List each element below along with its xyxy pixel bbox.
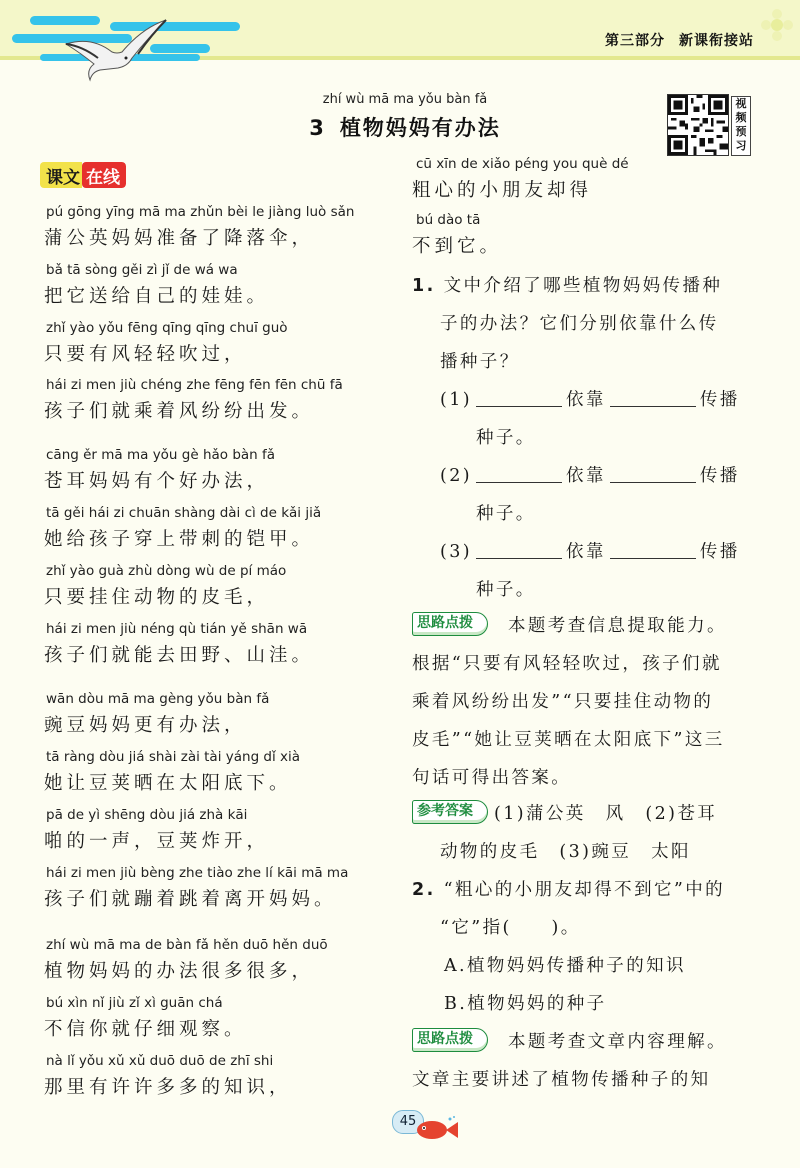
poem-line: 啪的一声，豆荚炸开， xyxy=(44,831,270,852)
section-tag-part2: 在线 xyxy=(82,162,126,188)
question-1 xyxy=(412,272,722,297)
hint-text: 根据“只要有风轻轻吹过，孩子们就 xyxy=(412,654,722,674)
answer-blank[interactable] xyxy=(610,468,696,483)
hint-text: 文章主要讲述了植物传播种子的知 xyxy=(412,1070,711,1090)
poem-line: 苍耳妈妈有个好办法， xyxy=(44,471,270,492)
qr-label xyxy=(731,96,751,156)
item-mid: 依靠 xyxy=(566,542,606,562)
question-2 xyxy=(412,876,725,901)
qr-label-char: 视 xyxy=(735,97,747,110)
answer-text: 动物的皮毛 (3)豌豆 太阳 xyxy=(440,842,691,862)
item-end: 传播 xyxy=(699,542,740,562)
question-number: 1. xyxy=(412,276,436,296)
hint-text: 皮毛”“她让豆荚晒在太阳底下”这三 xyxy=(412,730,725,750)
answer-blank[interactable] xyxy=(610,392,696,407)
poem-line: 粗心的小朋友却得 xyxy=(412,180,593,201)
poem-pinyin: wān dòu mā ma gèng yǒu bàn fǎ xyxy=(46,691,270,707)
poem-line: 把它送给自己的娃娃。 xyxy=(44,286,270,307)
item-end: 传播 xyxy=(699,466,740,486)
item-label: (2) xyxy=(440,466,472,486)
poem-pinyin: pú gōng yīng mā ma zhǔn bèi le jiàng luò sǎn xyxy=(46,204,355,220)
qr-label-char: 预 xyxy=(735,125,747,138)
answer-badge: 参考答案 xyxy=(412,800,488,824)
poem-pinyin: pā de yì shēng dòu jiá zhà kāi xyxy=(46,807,248,823)
question-text: 播种子？ xyxy=(440,352,520,372)
question-text: 文中介绍了哪些植物妈妈传播种 xyxy=(443,276,723,296)
option-a[interactable]: A.植物妈妈传播种子的知识 xyxy=(444,956,686,976)
qr-label-char: 习 xyxy=(735,139,747,152)
answer-blank[interactable] xyxy=(476,392,562,407)
poem-line: 她给孩子穿上带刺的铠甲。 xyxy=(44,529,315,550)
poem-pinyin: zhǐ yào yǒu fēng qīng qīng chuī guò xyxy=(46,320,288,336)
item-mid: 依靠 xyxy=(566,466,606,486)
answer-item-3 xyxy=(440,538,740,563)
answer-item-2 xyxy=(440,462,740,487)
item-next: 种子。 xyxy=(476,504,536,524)
poem-line: 蒲公英妈妈准备了降落伞， xyxy=(44,228,315,249)
poem-pinyin: hái zi men jiù chéng zhe fēng fēn fēn chū fā xyxy=(46,377,343,393)
poem-pinyin: bú dào tā xyxy=(416,212,481,228)
poem-pinyin: cāng ěr mā ma yǒu gè hǎo bàn fǎ xyxy=(46,447,276,463)
poem-pinyin: cū xīn de xiǎo péng you què dé xyxy=(416,156,629,172)
poem-line: 孩子们就能去田野、山洼。 xyxy=(44,645,315,666)
answer-blank[interactable] xyxy=(610,544,696,559)
qr-code[interactable] xyxy=(667,94,729,156)
poem-pinyin: tā gěi hái zi chuān shàng dài cì de kǎi jiǎ xyxy=(46,505,322,521)
poem-pinyin: zhí wù mā ma de bàn fǎ hěn duō hěn duō xyxy=(46,937,328,953)
title-pinyin: zhí wù mā ma yǒu bàn fǎ xyxy=(322,92,488,107)
option-b[interactable]: B.植物妈妈的种子 xyxy=(444,994,607,1014)
section-name: 第三部分 xyxy=(605,33,665,49)
poem-pinyin: bú xìn nǐ jiù zǐ xì guān chá xyxy=(46,995,223,1011)
item-label: (3) xyxy=(440,542,472,562)
item-label: (1) xyxy=(440,390,472,410)
poem-pinyin: hái zi men jiù bèng zhe tiào zhe lí kāi mā ma xyxy=(46,865,349,881)
poem-line: 孩子们就乘着风纷纷出发。 xyxy=(44,401,315,422)
question-number: 2. xyxy=(412,880,436,900)
poem-line: 豌豆妈妈更有办法， xyxy=(44,715,247,736)
hint-text: 本题考查信息提取能力。 xyxy=(508,616,727,636)
lesson-title: 植物妈妈有办法 xyxy=(339,116,501,140)
answer-blank[interactable] xyxy=(476,468,562,483)
poem-pinyin: hái zi men jiù néng qù tián yě shān wā xyxy=(46,621,308,637)
lesson-number: 3 xyxy=(309,116,326,140)
section-tag-part1: 课文 xyxy=(40,162,82,188)
hint-text: 句话可得出答案。 xyxy=(412,768,572,788)
item-mid: 依靠 xyxy=(566,390,606,410)
hint-badge: 思路点拨 xyxy=(412,1028,488,1052)
poem-line: 那里有许许多多的知识， xyxy=(44,1077,292,1098)
poem-line: 孩子们就蹦着跳着离开妈妈。 xyxy=(44,889,337,910)
item-end: 传播 xyxy=(699,390,740,410)
poem-pinyin: nà lǐ yǒu xǔ xǔ duō duō de zhī shi xyxy=(46,1053,274,1069)
poem-pinyin: tā ràng dòu jiá shài zài tài yáng dǐ xià xyxy=(46,749,301,765)
answer-blank[interactable] xyxy=(476,544,562,559)
qr-label-char: 频 xyxy=(735,111,747,124)
section-label xyxy=(591,30,754,50)
poem-line: 不到它。 xyxy=(412,236,503,257)
page-number: 45 xyxy=(392,1110,424,1134)
poem-line: 不信你就仔细观察。 xyxy=(44,1019,247,1040)
item-next: 种子。 xyxy=(476,580,536,600)
hint-text: 本题考查文章内容理解。 xyxy=(508,1032,727,1052)
item-next: 种子。 xyxy=(476,428,536,448)
poem-line: 她让豆荚晒在太阳底下。 xyxy=(44,773,292,794)
hint-badge: 思路点拨 xyxy=(412,612,488,636)
section-tag xyxy=(40,162,126,188)
answer-text: (1)蒲公英 风 (2)苍耳 xyxy=(494,804,718,824)
fish-icon xyxy=(414,1116,460,1142)
poem-line: 只要挂住动物的皮毛， xyxy=(44,587,270,608)
poem-line: 只要有风轻轻吹过， xyxy=(44,344,247,365)
seagull-illustration xyxy=(62,14,172,84)
poem-pinyin: zhǐ yào guà zhù dòng wù de pí máo xyxy=(46,563,287,579)
question-text: “粗心的小朋友却得不到它”中的 xyxy=(443,880,726,900)
poem-line: 植物妈妈的办法很多很多， xyxy=(44,961,315,982)
hint-text: 乘着风纷纷出发”“只要挂住动物的 xyxy=(412,692,714,712)
question-text: “它”指( )。 xyxy=(440,918,581,938)
question-text: 子的办法？它们分别依靠什么传 xyxy=(440,314,719,334)
poem-pinyin: bǎ tā sòng gěi zì jǐ de wá wa xyxy=(46,262,238,278)
flower-decoration xyxy=(760,8,794,42)
answer-item-1 xyxy=(440,386,740,411)
station-name: 新课衔接站 xyxy=(679,33,754,49)
